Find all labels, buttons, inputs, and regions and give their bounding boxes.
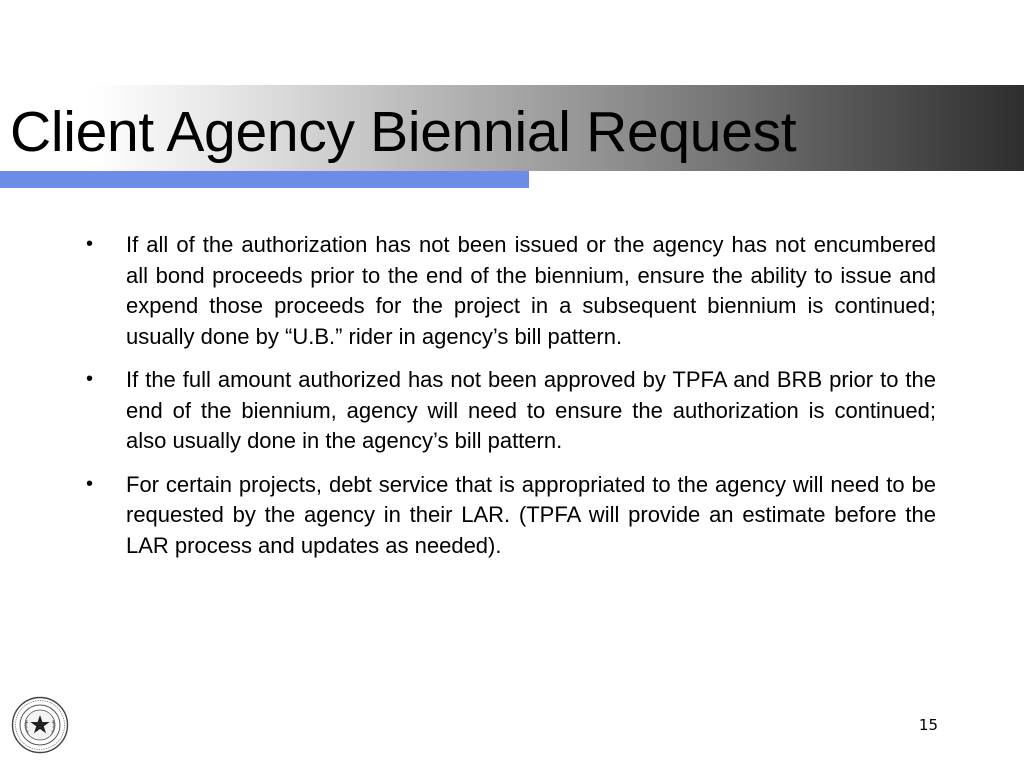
page-number: 15 xyxy=(918,716,938,734)
bullet-item xyxy=(86,470,936,562)
bullet-text: If all of the authorization has not been issued or the agency has not encumbered all bond proceeds prior to the end of the biennium, ensure the ability to issue and expend those proceeds for the project in a subsequent biennium is continued; usually done by “U.B.” rider in agency’s bill pattern. xyxy=(126,232,936,349)
bullet-marker: • xyxy=(86,368,94,390)
slide-title: Client Agency Biennial Request xyxy=(10,100,797,164)
state-seal-icon xyxy=(11,696,69,754)
bullet-text: For certain projects, debt service that is appropriated to the agency will need to be requested by the agency in their LAR. (TPFA will provide an estimate before the LAR process and updates as needed). xyxy=(126,471,936,558)
bullet-list xyxy=(86,230,936,574)
bullet-text: If the full amount authorized has not been approved by TPFA and BRB prior to the end of the biennium, agency will need to ensure the authorization is continued; also usually done in the agency’s bill pattern. xyxy=(126,367,936,453)
title-accent-bar xyxy=(0,171,529,188)
bullet-marker: • xyxy=(86,472,94,495)
bullet-item xyxy=(86,365,936,457)
bullet-item xyxy=(86,230,936,352)
bullet-marker: • xyxy=(86,233,94,255)
